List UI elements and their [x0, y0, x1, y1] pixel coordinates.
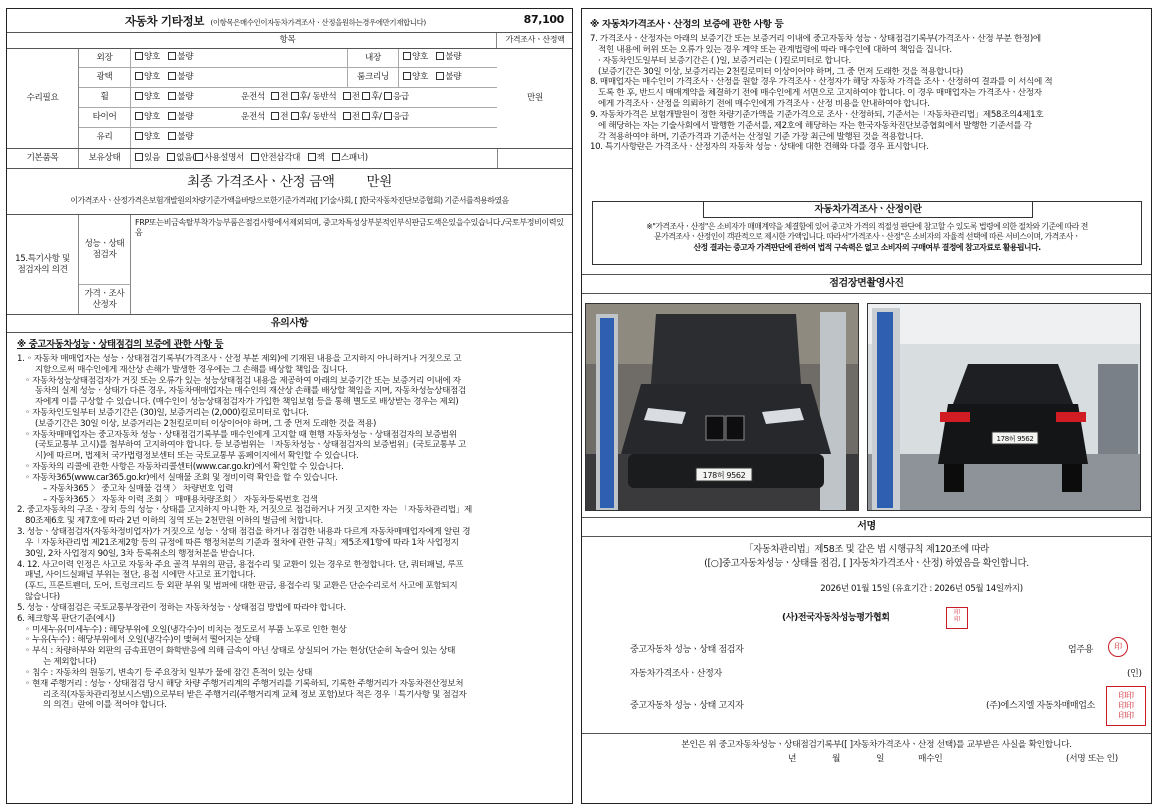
caution-line: 지함으로써 매수인에게 재산상 손해가 발생한 경우에는 그 손해를 배상할 책임을 집니다.: [35, 364, 348, 375]
tire-emergency-checkbox[interactable]: [384, 112, 392, 120]
repair-needed-section: [7, 49, 572, 149]
signature-line: 「자동차관리법」제58조 및 같은 법 시행규칙 제120조에 따라: [744, 544, 989, 555]
signature-line: ([○]중고자동차성능ㆍ상태를 점검, [ ]자동차가격조사ㆍ산정) 하였음을 확인합니다.: [704, 557, 1029, 569]
caution-line: – 자동차365 〉 중고차 실매물 검색 〉 차량번호 입력: [43, 483, 234, 494]
caution-line: (후드, 프론트펜더, 도어, 트렁크리드 등 외판 부위 및 범퍼에 대한 판금, 용접수리 및 교환은 단순수리로서 사고에 포함되지: [25, 581, 458, 592]
exterior-label: 외장: [79, 49, 131, 68]
caution-line: ◦ 누유(누수) : 해당부위에서 오일(냉각수)이 맺혀서 떨어지는 상태: [25, 635, 260, 646]
caution-line: 자에게 이를 구상할 수 있습니다. (매수인이 성능상태점검자가 가입한 책임보험 등을 통해 별도로 배상받는 경우는 제외): [35, 397, 459, 408]
tire-passenger-seat-label: 동반석: [312, 112, 337, 122]
price-notice-line: · 자동차인도일부터 보증기간은 ( )일, 보증거리는 ( )킬로미터로 합니다.: [598, 55, 851, 66]
option-emergency: 응급: [392, 92, 409, 102]
price-definition-line: 산정 결과는 중고자 가격판단에 관하여 법적 구속력은 없고 소비자의 구매여부 결정에 참고자료로 활용됩니다.: [693, 242, 1041, 252]
inspector-seal-icon: 印: [1108, 637, 1128, 657]
price-notice-line: 도록 한 후, 반드시 매매계약을 체결하기 전에 매수인에게 서면으로 고지하여야 합니다. 이 경우 매매업자는 가격조사ㆍ산정자: [598, 88, 1042, 99]
wheel-passenger-rear-checkbox[interactable]: [362, 92, 370, 100]
tire-passenger-front-checkbox[interactable]: [343, 112, 351, 120]
option-yes: 있음: [144, 153, 160, 163]
caution-line: 80조제6호 및 제7호에 따라 2년 이하의 징역 또는 2천만원 이하의 벌금에 처합니다.: [25, 516, 323, 527]
wheel-passenger-seat-label: 동반석: [312, 92, 337, 102]
signature-date: 2026년 01월 15일 (유효기간 : 2026년 05월 14일까지): [820, 584, 1023, 594]
spanner-checkbox[interactable]: [332, 153, 340, 161]
opinion-label: 15.특기사항 및 점검자의 의견: [7, 215, 79, 314]
room-cleaning-label: 룸크리닝: [347, 68, 399, 88]
caution-line: 시)에 따르며, 법제처 국가법령정보센터 또는 국토교통부 홈페이지에서 확인할 수 있습니다.: [35, 451, 359, 462]
wheel-good-checkbox[interactable]: [135, 92, 143, 100]
wheel-driver-rear-checkbox[interactable]: [291, 92, 299, 100]
caution-line: ◦ 자동차의 리콜에 관한 사항은 자동차리콜센터(www.car.go.kr)에서 확인할 수 있습니다.: [25, 462, 344, 473]
repair-needed-label: 수리필요: [7, 49, 79, 148]
caution-line: 6. 체크항목 판단기준(예시): [17, 613, 115, 624]
car-front-photo-icon: [586, 304, 859, 511]
option-rear: 후/: [371, 112, 382, 122]
option-no: 없음: [176, 153, 193, 163]
option-front: 전: [280, 112, 289, 122]
price-notice-line: 에게 가격조사ㆍ산정을 의뢰하기 전에 매수인에게 가격조사ㆍ산정 비용을 안내하여야 합니다.: [598, 99, 930, 110]
option-front: 전: [351, 92, 360, 102]
option-bad: 불량: [177, 52, 194, 62]
wheel-emergency-checkbox[interactable]: [384, 92, 392, 100]
pricer-label: 자동차가격조사ㆍ산정자: [630, 669, 722, 679]
exterior-good-checkbox[interactable]: [135, 52, 143, 60]
left-column: [6, 8, 573, 804]
caution-line: 는 제외합니다): [43, 657, 97, 668]
price-notice-line: (보증기간은 30일 이상, 보증거리는 2천킬로미터 이상이어야 하며, 그 중 먼저 도래한 것을 적용합니다): [598, 66, 963, 77]
tire-passenger-rear-checkbox[interactable]: [362, 112, 370, 120]
wheel-driver-front-checkbox[interactable]: [271, 92, 279, 100]
gloss-bad-checkbox[interactable]: [168, 72, 176, 80]
caution-line: 우「자동차관리법 제21조제2항 등의 규정에 따른 행정처분의 기준과 절차에 관한 규칙」제5조제1항에 따라 1차 사업정지: [25, 537, 459, 548]
caution-line: 않습니다): [25, 592, 60, 603]
caution-line: 4. 12. 사고이력 인정은 사고로 자동차 주요 골격 부위의 판금, 용접수리 및 교환이 있는 경우로 한정합니다. 단, 쿼터패널, 루프: [17, 559, 464, 570]
tire-good-checkbox[interactable]: [135, 112, 143, 120]
col-price-header: 가격조사ㆍ산정액: [505, 35, 565, 45]
receipt-month: 월: [832, 754, 841, 764]
notifier-label: 중고자동차 성능ㆍ상태 고지자: [630, 701, 744, 711]
receipt-sign: (서명 또는 인): [1066, 754, 1118, 764]
basic-items-row: 기본품목 보유상태 있음 없음( 사용설명서 안전삼각대 잭 스패너): [7, 149, 572, 169]
option-bad: 불량: [445, 72, 462, 82]
price-notice-line: 9. 자동차가격은 보험개발원이 정한 차량기준가액을 기준가격으로 조사ㆍ산정하되, 기준서는「자동차관리법」제58조의4제1호: [590, 109, 1044, 120]
caution-line: 30일, 2차 사업정지 90일, 3차 등록취소의 행정처분을 받습니다.: [25, 548, 255, 559]
caution-line: (보증기간은 30일 이상, 보증거리는 2천킬로미터 이상이어야 하며, 그 중 먼저 도래한 것을 적용): [35, 418, 376, 429]
option-emergency: 응급: [392, 112, 409, 122]
rear-plate-text: 178허 9562: [996, 435, 1034, 443]
wheel-passenger-front-checkbox[interactable]: [343, 92, 351, 100]
tire-driver-rear-checkbox[interactable]: [291, 112, 299, 120]
caution-heading: ※ 중고자동차성능ㆍ상태점검의 보증에 관한 사항 등: [17, 339, 224, 350]
option-good: 양호: [144, 72, 160, 82]
caution-line: ◦ 자동차인도일부터 보증기간은 (30)일, 보증거리는 (2,000)킬로미터로 합니다.: [25, 407, 309, 418]
caution-line: 1. ◦ 자동차 매매업자는 성능ㆍ상태점검기록부(가격조사ㆍ산정 부분 제외)에 기재된 내용을 고지하지 아니하거나 거짓으로 고: [17, 353, 462, 364]
option-front: 전: [280, 92, 289, 102]
front-plate-text: 178허 9562: [702, 471, 746, 480]
signature-statement: [582, 543, 1151, 570]
wheel-label: 휠: [79, 88, 131, 108]
option-bad: 불량: [177, 112, 194, 122]
col-item-header: 항목: [79, 33, 497, 48]
caution-line: ◦ 자동차매매업자는 중고자동차 성능ㆍ상태점검기록부를 매수인에게 고지할 때 현행 자동차성능ㆍ상태점검자의 보증범위: [25, 429, 457, 440]
caution-line: (국토교통부 고시)를 첨부하여 고지하여야 합니다. 등 보증범위는 「자동차성능ㆍ상태점검자의 보증범위」(국토교통부 고: [35, 440, 466, 451]
receipt-line: 본인은 위 중고자동차성능ㆍ상태점검기록부([ ]자동차가격조사ㆍ산정 선택)를 교부받은 사실을 확인합니다.: [681, 740, 1072, 750]
tire-bad-checkbox[interactable]: [168, 112, 176, 120]
possession-label: 보유상태: [79, 149, 131, 168]
gloss-label: 광택: [79, 68, 131, 88]
interior-bad-checkbox[interactable]: [436, 52, 444, 60]
has-items-checkbox[interactable]: [135, 153, 143, 161]
photo-title-row: [582, 274, 1151, 294]
price-definition-title: 자동차가격조사ㆍ산정이란: [703, 201, 1033, 218]
car-rear-photo-icon: [868, 304, 1141, 511]
option-manual: 사용설명서: [204, 153, 244, 163]
price-notice-line: 에 해당하는 자는 기술사회에서 발행한 기준서를, 제2호에 해당하는 자는 한국자동차진단보증협회에서 발행한 기준서를 각: [598, 120, 1032, 131]
option-good: 양호: [412, 72, 428, 82]
caution-line: ◦ 미세누유(미세누수) : 해당부위에 오일(냉각수)이 비치는 정도로서 부품 노후로 인한 현상: [25, 624, 347, 635]
other-info-header: [7, 9, 572, 33]
option-rear: 후/: [371, 92, 382, 102]
signature-title: 서명: [857, 521, 876, 532]
pricer-seal-placeholder: (인): [1127, 669, 1142, 679]
option-good: 양호: [412, 52, 428, 62]
caution-line: 5. 성능ㆍ상태점검은 국토교통부장관이 정하는 자동차성능ㆍ상태점검 방법에 따라야 합니다.: [17, 602, 346, 613]
caution-line: ◦ 현재 주행거리 : 성능ㆍ상태점검 당시 해당 차량 주행거리계의 주행거리를 기록하되, 기록한 주행거리가 자동차전산정보처: [25, 678, 464, 689]
final-price-note: 이가격조사ㆍ산정가격은보험개발원의차량기준가액을바탕으로한기준가격과([ ]기술사회, [ ]한국자동차진단보증협회) 기준서를적용하였음: [70, 196, 509, 205]
option-good: 양호: [144, 92, 160, 102]
receipt-year: 년: [788, 754, 797, 764]
basic-items-label: 기본품목: [7, 149, 79, 168]
wheel-driver-seat-label: 운전석: [241, 92, 265, 102]
caution-body: [17, 339, 564, 711]
other-info-column-headers: [7, 33, 572, 49]
room-cleaning-good-checkbox[interactable]: [403, 72, 411, 80]
caution-title-row: [7, 315, 572, 333]
option-bad: 불량: [177, 72, 194, 82]
association-name: (사)전국자동차성능평가협회: [782, 613, 890, 623]
option-bad: 불량: [445, 52, 462, 62]
option-triangle: 안전삼각대: [260, 153, 301, 163]
receipt-section: [582, 733, 1151, 764]
option-bad: 불량: [177, 92, 194, 102]
inspection-photo-rear: [867, 303, 1141, 511]
caution-line: 3. 성능ㆍ상태점검자(자동차정비업자)가 거짓으로 성능ㆍ상태 점검을 하거나 점검한 내용과 다르게 자동차매매업자에게 알린 경: [17, 527, 471, 538]
option-rear: 후/: [299, 92, 311, 102]
opinion-section: [7, 215, 572, 315]
manual-checkbox[interactable]: [195, 153, 203, 161]
other-info-title: 자동차 기타정보: [125, 14, 204, 28]
price-notice-line: 7. 가격조사ㆍ산정자는 아래의 보증기간 또는 보증거리 이내에 중고자동차 성능ㆍ상태점검기록부(가격조사ㆍ산정 부분 한정)에: [590, 34, 1041, 45]
price-notice-heading: ※ 자동차가격조사ㆍ산정의 보증에 관한 사항 등: [590, 19, 784, 30]
notifier-name: (주)에스지엘 자동차매매업소: [986, 701, 1095, 711]
right-column: [581, 8, 1152, 804]
receipt-day: 일: [876, 754, 885, 764]
other-info-subtitle: (이항목은매수인이자동차가격조사ㆍ산정을원하는경우에만기재합니다): [210, 18, 426, 27]
glass-good-checkbox[interactable]: [135, 132, 143, 140]
price-notice: [590, 19, 1143, 153]
no-items-checkbox[interactable]: [167, 153, 175, 161]
caution-line: ◦ 침수 : 자동차의 원동기, 변속기 등 주요장치 일부가 물에 잠긴 흔적이 있는 상태: [25, 667, 313, 678]
caution-line: ◦ 자동차365(www.car365.go.kr)에서 실매물 조회 및 정비이력 확인을 할 수 있습니다.: [25, 472, 338, 483]
tire-label: 타이어: [79, 108, 131, 128]
jack-checkbox[interactable]: [308, 153, 316, 161]
final-price-section: [7, 169, 572, 215]
price-inspector-label: 가격ㆍ조사 산정자: [79, 285, 131, 314]
wheel-bad-checkbox[interactable]: [168, 92, 176, 100]
price-definition-box: [592, 201, 1142, 265]
caution-line: 의 의견」란에 이를 적어야 합니다.: [43, 700, 167, 711]
exterior-bad-checkbox[interactable]: [168, 52, 176, 60]
option-front: 전: [351, 112, 360, 122]
caution-line: 동차의 실제 성능ㆍ상태가 다른 경우, 자동차매매업자는 매수인의 재산상 손해를 배상할 책임을 지며, 자동차성능상태점검: [35, 386, 466, 397]
price-notice-line: 적힌 내용에 허위 또는 오류가 있는 경우 계약 또는 관계법령에 따라 매수인에 대하여 책임을 집니다.: [598, 44, 952, 55]
caution-line: ◦ 부식 : 차량하부와 외판의 금속표면이 화학반응에 의해 금속이 아닌 상태로 상실되어 가는 현상(단순히 녹슬어 있는 상태: [25, 646, 456, 657]
option-spanner: 스패너): [340, 153, 368, 163]
association-seal-icon: 印 印: [946, 607, 968, 629]
price-notice-line: 10. 특기사항란은 가격조사ㆍ산정자의 자동차 성능ㆍ상태에 대한 견해와 다를 경우 표시합니다.: [590, 142, 929, 153]
final-price-title: 최종 가격조사ㆍ산정 금액: [187, 174, 335, 190]
price-definition-line: ※"가격조사ㆍ산정"은 소비자가 매매계약을 체결함에 있어 중고차 가격의 적절성 판단에 참고할 수 있도록 법령에 의한 절차와 기준에 따라 전: [646, 222, 1088, 231]
other-info-amount: 87,100: [523, 13, 564, 26]
interior-good-checkbox[interactable]: [403, 52, 411, 60]
tire-driver-front-checkbox[interactable]: [271, 112, 279, 120]
caution-line: – 자동차365 〉 자동차 이력 조회 〉 매매용차량조회 〉 자동차등록번호 검색: [43, 494, 318, 505]
perf-inspector-opinion: FRP또는비금속탈부착가능부품은점검사항에서제외되며, 중고차특성상부분적인부식판금도색은있을수있습니다./국토부정비이력있음: [135, 218, 564, 238]
caution-line: 리조직(자동차관리정보시스템)으로부터 받은 주행거리(주행거리계 교체 정보 포함)보다 적은 경우「특기사항 및 점검자: [43, 689, 467, 700]
inspector-name: 엄주용: [1068, 645, 1094, 655]
glass-bad-checkbox[interactable]: [168, 132, 176, 140]
notifier-seal-icon: 印印 印印 印印: [1106, 686, 1146, 726]
interior-label: 내장: [347, 49, 399, 68]
caution-line: ◦ 자동차성능상태점검자가 거짓 또는 오류가 있는 성능상태점검 내용을 제공하여 아래의 보증기간 또는 보증거리 이내에 자: [25, 375, 461, 386]
price-definition-line: 문가격조사ㆍ산정인이 객관적으로 제시한 가액입니다. 따라서"가격조사ㆍ산정"은 소비자의 자율적 선택에 따른 서비스이며, 가격조사ㆍ: [654, 232, 1080, 242]
receipt-buyer: 매수인: [918, 754, 943, 764]
option-bad: 불량: [177, 132, 194, 142]
tire-driver-seat-label: 운전석: [241, 112, 265, 122]
option-good: 양호: [144, 52, 160, 62]
option-jack: 잭: [316, 153, 325, 163]
inspection-photo-front: [585, 303, 859, 511]
option-good: 양호: [144, 112, 160, 122]
caution-title: 유의사항: [270, 318, 309, 329]
final-price-unit: 만원: [366, 174, 392, 190]
option-rear: 후/: [299, 112, 311, 122]
price-notice-line: 각 적용하여야 하며, 기준가격과 기준서는 산정일 기준 가장 최근에 발행된 것을 적용합니다.: [598, 131, 924, 142]
caution-line: 패널, 사이드실패널 부위는 절단, 용접 시에만 사고로 표기합니다.: [25, 570, 256, 581]
gloss-good-checkbox[interactable]: [135, 72, 143, 80]
triangle-checkbox[interactable]: [251, 153, 259, 161]
inspector-label: 중고자동차 성능ㆍ상태 점검자: [630, 645, 744, 655]
room-cleaning-bad-checkbox[interactable]: [436, 72, 444, 80]
option-good: 양호: [144, 132, 160, 142]
photo-title: 점검장면촬영사진: [829, 278, 904, 289]
glass-label: 유리: [79, 128, 131, 148]
perf-inspector-label: 성능ㆍ상태 점검자: [79, 215, 131, 285]
repair-unit: 만원: [527, 93, 543, 104]
caution-line: 2. 중고자동차의 구조ㆍ장치 등의 성능ㆍ상태를 고지하지 아니한 자, 거짓으로 점검하거나 거짓 고지한 자는 「자동차관리법」제: [17, 505, 472, 516]
signature-title-row: [582, 517, 1151, 537]
price-notice-line: 8. 매매업자는 매수인이 가격조사ㆍ산정을 원할 경우 가격조사ㆍ산정자가 해당 자동차 가격을 조사ㆍ산정하여 결과를 이 서식에 적: [590, 77, 1053, 88]
